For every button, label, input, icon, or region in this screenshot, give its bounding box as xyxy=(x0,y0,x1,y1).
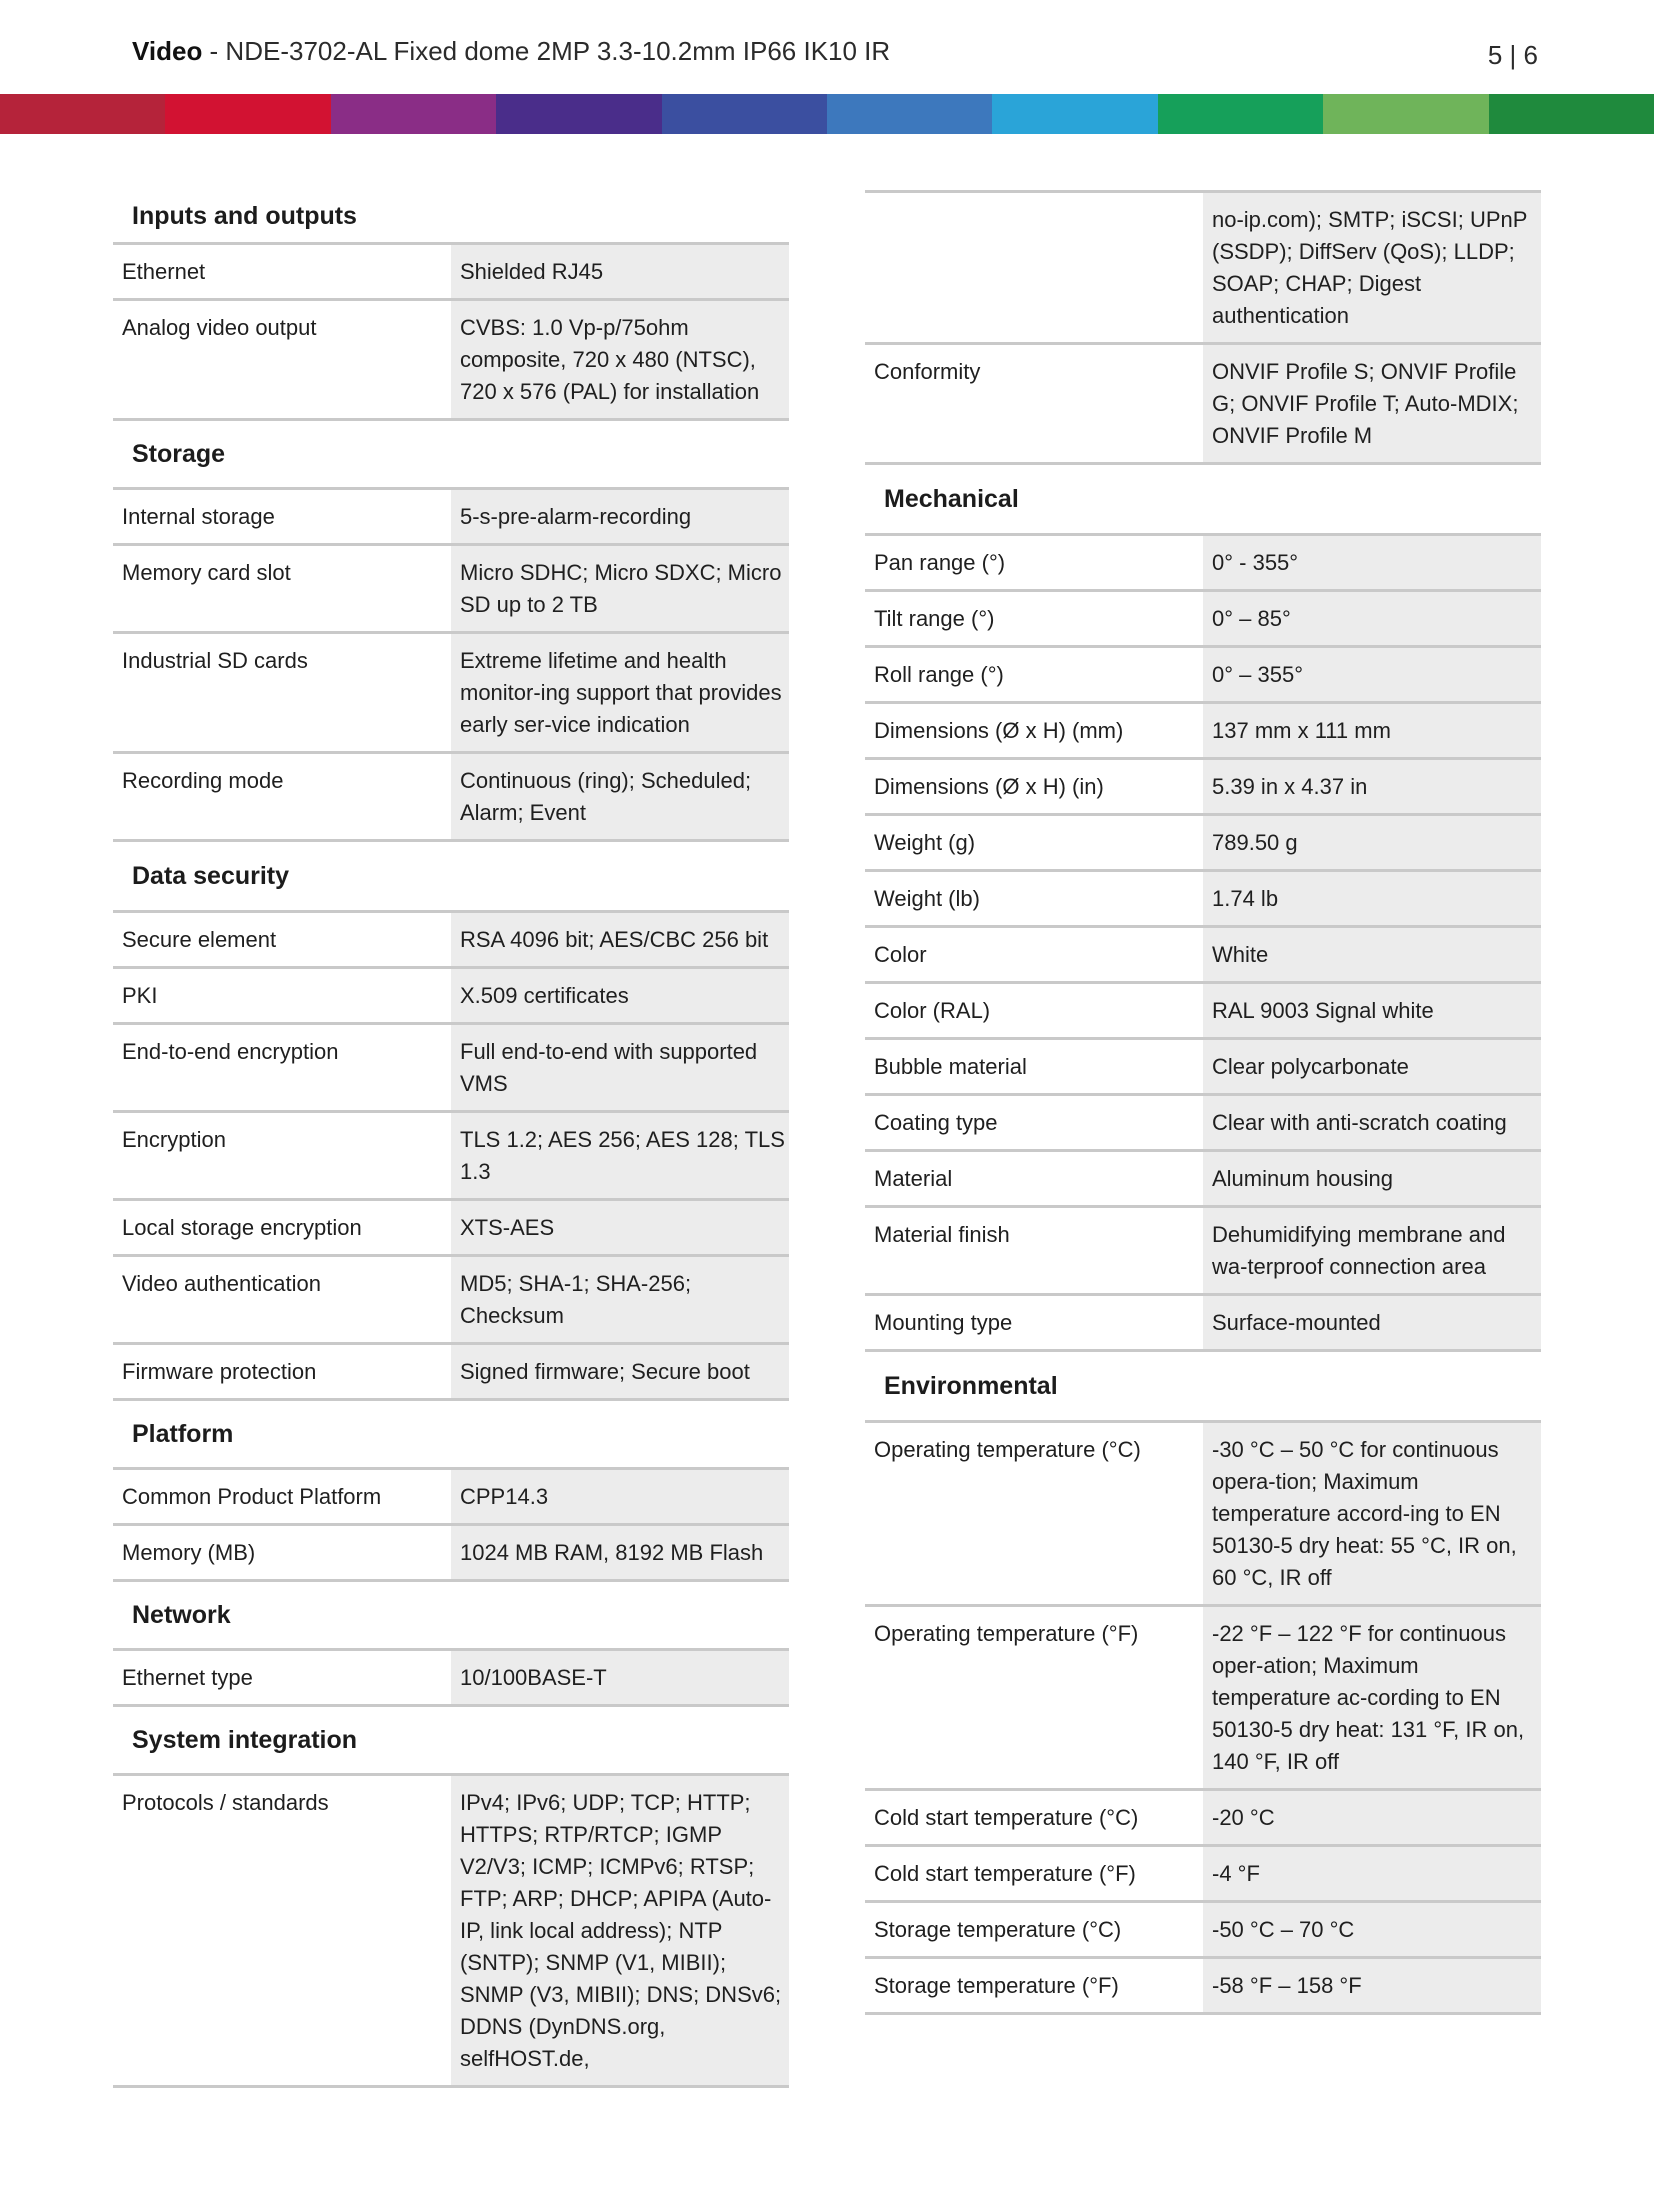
brand-band-segment xyxy=(331,94,496,134)
spec-value: White xyxy=(1203,927,1541,983)
brand-band-segment xyxy=(165,94,330,134)
spec-label: Ethernet xyxy=(113,244,451,300)
document-title xyxy=(132,36,890,67)
spec-label: Tilt range (°) xyxy=(865,591,1203,647)
section-heading: Inputs and outputs xyxy=(132,202,357,230)
spec-value: ONVIF Profile S; ONVIF Profile G; ONVIF Profile T; Auto-MDIX; ONVIF Profile M xyxy=(1203,344,1541,464)
spec-row xyxy=(113,912,789,968)
spec-value: -20 °C xyxy=(1203,1790,1541,1846)
spec-value: IPv4; IPv6; UDP; TCP; HTTP; HTTPS; RTP/RTCP; IGMP V2/V3; ICMP; ICMPv6; RTSP; FTP; ARP; DHCP; APIPA (Auto-IP, link local address); NTP (SNTP); SNMP (V1, MIBII); SNMP (V3, MIBII); DNS; DNSv6; DDNS (DynDNS.org, selfHOST.de, xyxy=(451,1775,789,2087)
spec-row xyxy=(865,1958,1541,2014)
spec-label: Material xyxy=(865,1151,1203,1207)
spec-value: Clear with anti-scratch coating xyxy=(1203,1095,1541,1151)
brand-color-band xyxy=(0,94,1654,134)
brand-band-segment xyxy=(0,94,165,134)
spec-label: Color (RAL) xyxy=(865,983,1203,1039)
spec-row xyxy=(865,1207,1541,1295)
spec-value: 1024 MB RAM, 8192 MB Flash xyxy=(451,1525,789,1581)
spec-label: Color xyxy=(865,927,1203,983)
spec-row xyxy=(865,1295,1541,1351)
brand-band-segment xyxy=(1323,94,1488,134)
spec-row xyxy=(865,871,1541,927)
spec-row xyxy=(865,1902,1541,1958)
document-category: Video xyxy=(132,36,203,66)
spec-label: Local storage encryption xyxy=(113,1200,451,1256)
spec-row xyxy=(865,1846,1541,1902)
spec-label: Material finish xyxy=(865,1207,1203,1295)
section-heading: Mechanical xyxy=(884,485,1019,513)
spec-row xyxy=(113,1200,789,1256)
spec-value: Continuous (ring); Scheduled; Alarm; Event xyxy=(451,753,789,841)
spec-label: Dimensions (Ø x H) (mm) xyxy=(865,703,1203,759)
spec-value: MD5; SHA-1; SHA-256; Checksum xyxy=(451,1256,789,1344)
spec-value: 1.74 lb xyxy=(1203,871,1541,927)
spec-label: Firmware protection xyxy=(113,1344,451,1400)
spec-row xyxy=(865,1039,1541,1095)
brand-band-segment xyxy=(496,94,661,134)
spec-column-right xyxy=(865,190,1541,2015)
spec-label: Internal storage xyxy=(113,489,451,545)
spec-row xyxy=(113,1525,789,1581)
spec-label: Dimensions (Ø x H) (in) xyxy=(865,759,1203,815)
spec-label: Recording mode xyxy=(113,753,451,841)
spec-value: Dehumidifying membrane and wa-terproof connection area xyxy=(1203,1207,1541,1295)
spec-label: Cold start temperature (°F) xyxy=(865,1846,1203,1902)
spec-label: Storage temperature (°F) xyxy=(865,1958,1203,2014)
spec-value: RSA 4096 bit; AES/CBC 256 bit xyxy=(451,912,789,968)
spec-row xyxy=(113,1024,789,1112)
spec-row xyxy=(865,815,1541,871)
spec-row xyxy=(865,927,1541,983)
spec-label: Conformity xyxy=(865,344,1203,464)
spec-value: -58 °F – 158 °F xyxy=(1203,1958,1541,2014)
spec-label: Operating temperature (°F) xyxy=(865,1606,1203,1790)
spec-value: CVBS: 1.0 Vp-p/75ohm composite, 720 x 480 (NTSC), 720 x 576 (PAL) for installation xyxy=(451,300,789,420)
spec-value: 0° – 355° xyxy=(1203,647,1541,703)
spec-value: CPP14.3 xyxy=(451,1469,789,1525)
spec-row xyxy=(113,300,789,420)
spec-value: -30 °C – 50 °C for continuous opera-tion; Maximum temperature accord-ing to EN 50130-5 dry heat: 55 °C, IR on, 60 °C, IR off xyxy=(1203,1422,1541,1606)
spec-value: 0° – 85° xyxy=(1203,591,1541,647)
spec-value: 5-s-pre-alarm-recording xyxy=(451,489,789,545)
spec-row xyxy=(113,489,789,545)
spec-label: Roll range (°) xyxy=(865,647,1203,703)
section-heading: Data security xyxy=(132,862,290,890)
page-header xyxy=(132,36,1538,76)
spec-value: Clear polycarbonate xyxy=(1203,1039,1541,1095)
spec-label: Storage temperature (°C) xyxy=(865,1902,1203,1958)
spec-row xyxy=(113,633,789,753)
spec-label: Memory card slot xyxy=(113,545,451,633)
spec-row xyxy=(113,1112,789,1200)
spec-table xyxy=(113,190,789,2088)
spec-row xyxy=(865,759,1541,815)
brand-band-segment xyxy=(992,94,1157,134)
spec-label: Secure element xyxy=(113,912,451,968)
spec-label: End-to-end encryption xyxy=(113,1024,451,1112)
spec-row xyxy=(113,1469,789,1525)
spec-row xyxy=(865,1151,1541,1207)
brand-band-segment xyxy=(1489,94,1654,134)
spec-value: TLS 1.2; AES 256; AES 128; TLS 1.3 xyxy=(451,1112,789,1200)
spec-label: Memory (MB) xyxy=(113,1525,451,1581)
brand-band-segment xyxy=(662,94,827,134)
spec-row xyxy=(113,1650,789,1706)
spec-row xyxy=(865,1790,1541,1846)
spec-label: Bubble material xyxy=(865,1039,1203,1095)
spec-row xyxy=(865,647,1541,703)
spec-label: Industrial SD cards xyxy=(113,633,451,753)
spec-row xyxy=(865,591,1541,647)
spec-label: Video authentication xyxy=(113,1256,451,1344)
spec-label: Protocols / standards xyxy=(113,1775,451,2087)
spec-column-left xyxy=(113,190,789,2088)
section-heading: Environmental xyxy=(884,1372,1058,1400)
spec-value: no-ip.com); SMTP; iSCSI; UPnP (SSDP); DiffServ (QoS); LLDP; SOAP; CHAP; Digest authentication xyxy=(1203,192,1541,344)
spec-row xyxy=(113,1256,789,1344)
spec-value: Shielded RJ45 xyxy=(451,244,789,300)
spec-row xyxy=(113,753,789,841)
spec-row xyxy=(865,535,1541,591)
spec-label: Operating temperature (°C) xyxy=(865,1422,1203,1606)
spec-label xyxy=(865,192,1203,344)
section-heading: System integration xyxy=(132,1726,358,1754)
spec-value: 5.39 in x 4.37 in xyxy=(1203,759,1541,815)
spec-value: Signed firmware; Secure boot xyxy=(451,1344,789,1400)
spec-value: 10/100BASE-T xyxy=(451,1650,789,1706)
spec-label: Ethernet type xyxy=(113,1650,451,1706)
spec-label: Encryption xyxy=(113,1112,451,1200)
section-heading: Platform xyxy=(132,1420,234,1448)
spec-row xyxy=(113,244,789,300)
spec-label: Analog video output xyxy=(113,300,451,420)
spec-row xyxy=(865,192,1541,344)
spec-value: 137 mm x 111 mm xyxy=(1203,703,1541,759)
spec-row xyxy=(865,344,1541,464)
section-heading: Network xyxy=(132,1601,231,1629)
spec-label: Pan range (°) xyxy=(865,535,1203,591)
spec-row xyxy=(865,1095,1541,1151)
spec-row xyxy=(865,983,1541,1039)
spec-label: Cold start temperature (°C) xyxy=(865,1790,1203,1846)
spec-value: 0° - 355° xyxy=(1203,535,1541,591)
spec-value: -22 °F – 122 °F for continuous oper-ation; Maximum temperature ac-cording to EN 50130-5 dry heat: 131 °F, IR on, 140 °F, IR off xyxy=(1203,1606,1541,1790)
spec-row xyxy=(113,545,789,633)
spec-value: -50 °C – 70 °C xyxy=(1203,1902,1541,1958)
spec-row xyxy=(865,1606,1541,1790)
spec-value: Micro SDHC; Micro SDXC; Micro SD up to 2 TB xyxy=(451,545,789,633)
spec-value: X.509 certificates xyxy=(451,968,789,1024)
spec-label: Weight (g) xyxy=(865,815,1203,871)
brand-band-segment xyxy=(827,94,992,134)
spec-value: Aluminum housing xyxy=(1203,1151,1541,1207)
spec-value: Full end-to-end with supported VMS xyxy=(451,1024,789,1112)
document-product-name: - NDE-3702-AL Fixed dome 2MP 3.3-10.2mm IP66 IK10 IR xyxy=(202,36,891,66)
spec-table xyxy=(865,190,1541,2015)
spec-value: -4 °F xyxy=(1203,1846,1541,1902)
spec-value: XTS-AES xyxy=(451,1200,789,1256)
spec-value: Surface-mounted xyxy=(1203,1295,1541,1351)
spec-label: Weight (lb) xyxy=(865,871,1203,927)
spec-label: Mounting type xyxy=(865,1295,1203,1351)
spec-row xyxy=(113,968,789,1024)
spec-label: Coating type xyxy=(865,1095,1203,1151)
spec-value: RAL 9003 Signal white xyxy=(1203,983,1541,1039)
spec-row xyxy=(113,1344,789,1400)
spec-value: Extreme lifetime and health monitor-ing support that provides early ser-vice indication xyxy=(451,633,789,753)
spec-label: Common Product Platform xyxy=(113,1469,451,1525)
brand-band-segment xyxy=(1158,94,1323,134)
spec-row xyxy=(113,1775,789,2087)
spec-row xyxy=(865,703,1541,759)
section-heading: Storage xyxy=(132,440,226,468)
page-number: 5 | 6 xyxy=(1487,40,1538,70)
spec-label: PKI xyxy=(113,968,451,1024)
spec-value: 789.50 g xyxy=(1203,815,1541,871)
spec-row xyxy=(865,1422,1541,1606)
